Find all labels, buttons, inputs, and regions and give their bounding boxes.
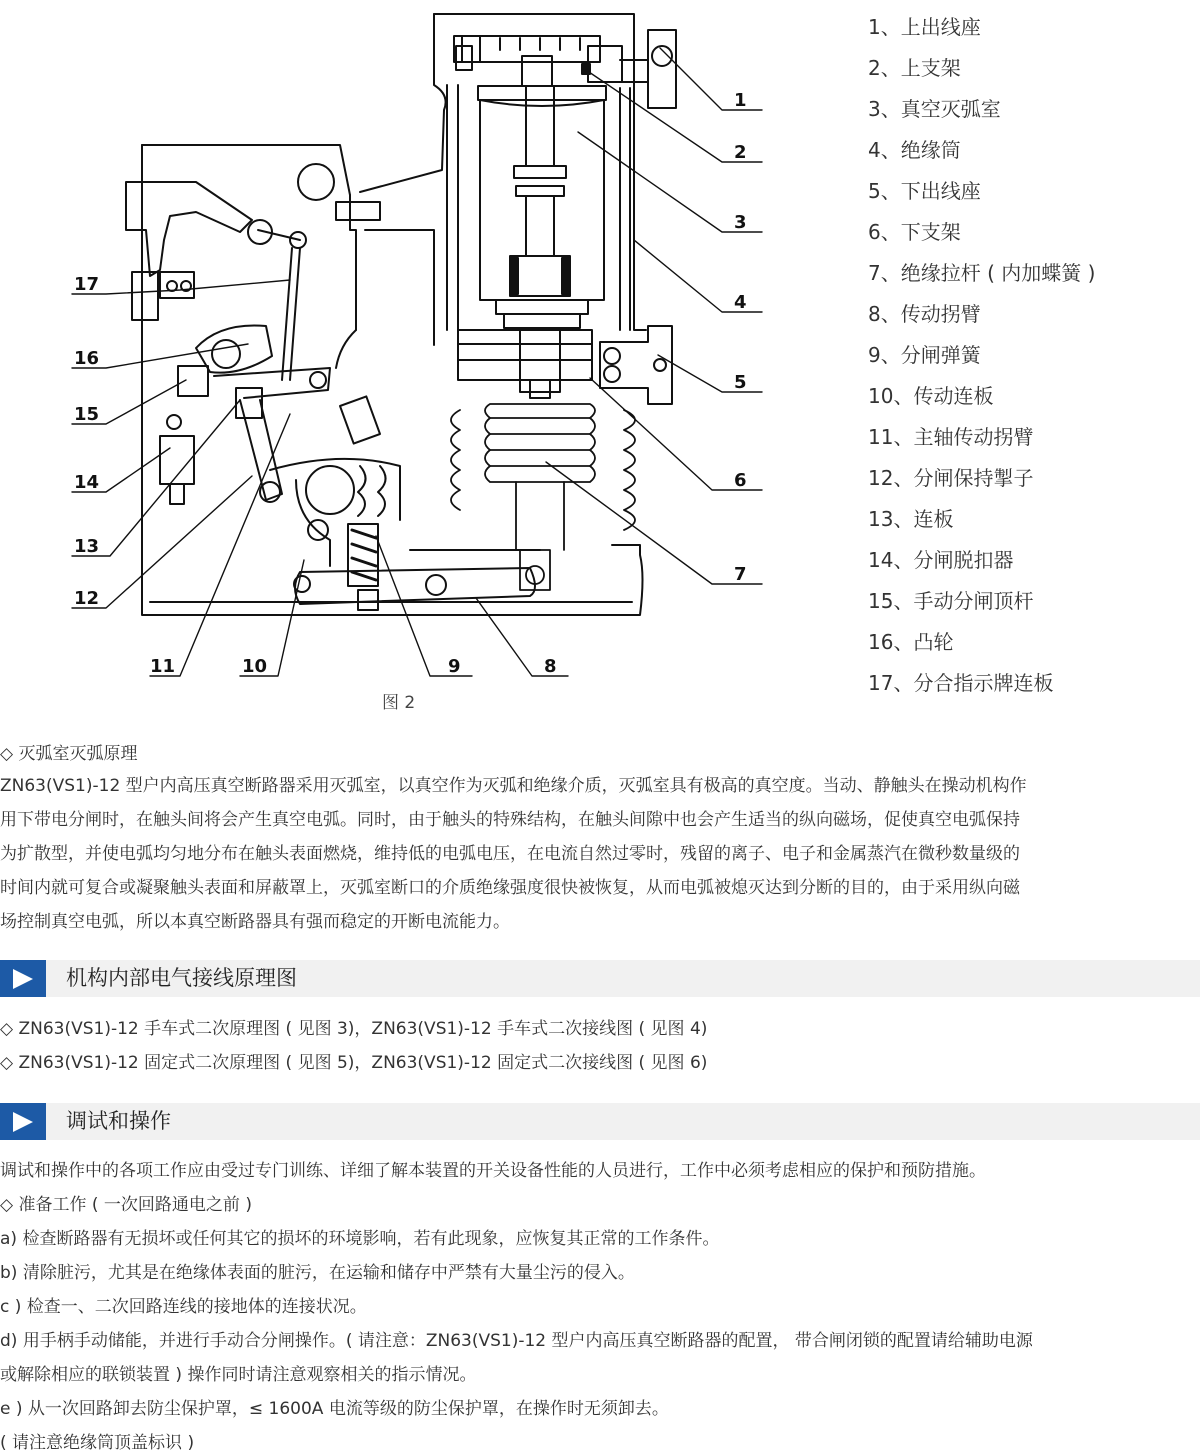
legend-item: 13、连板	[868, 507, 954, 531]
legend-item: 17、分合指示牌连板	[868, 671, 1054, 695]
parts-legend	[868, 12, 1095, 709]
play-arrow-icon	[0, 1103, 46, 1140]
legend-item: 3、真空灭弧室	[868, 97, 1001, 121]
debug-line: ( 请注意绝缘筒顶盖标识 )	[0, 1433, 195, 1453]
callout-6: 6	[734, 470, 747, 491]
legend-item: 1、上出线座	[868, 15, 981, 39]
legend-item: 7、绝缘拉杆 ( 内加蝶簧 )	[868, 261, 1096, 285]
circuit-breaker-diagram	[0, 0, 860, 700]
figure-caption: 图 2	[382, 693, 416, 713]
legend-item: 9、分闸弹簧	[868, 343, 981, 367]
debug-line: b) 清除脏污，尤其是在绝缘体表面的脏污，在运输和储存中严禁有大量尘污的侵入。	[0, 1263, 635, 1283]
debug-line: a) 检查断路器有无损坏或任何其它的损坏的环境影响，若有此现象，应恢复其正常的工作条件。	[0, 1229, 720, 1249]
paragraph-line: 用下带电分闸时，在触头间将会产生真空电弧。同时，由于触头的特殊结构，在触头间隙中也会产生适当的纵向磁场，促使真空电弧保持	[0, 810, 1020, 830]
paragraph-line: 时间内就可复合或凝聚触头表面和屏蔽罩上，灭弧室断口的介质绝缘强度很快被恢复，从而电弧被熄灭达到分断的目的，由于采用纵向磁	[0, 878, 1020, 898]
legend-item: 15、手动分闸顶杆	[868, 589, 1034, 613]
mechanism	[126, 164, 535, 610]
vacuum-interrupter	[478, 86, 606, 328]
legend-item: 6、下支架	[868, 220, 961, 244]
paragraph-line: 场控制真空电弧，所以本真空断路器具有强而稳定的开断电流能力。	[0, 912, 510, 932]
callout-1: 1	[734, 90, 747, 111]
section-header-wiring	[0, 960, 1200, 997]
callout-16: 16	[74, 348, 100, 369]
legend-item: 11、主轴传动拐臂	[868, 425, 1034, 449]
legend-item: 10、传动连板	[868, 384, 994, 408]
callout-2: 2	[734, 142, 747, 163]
callout-9: 9	[448, 656, 461, 677]
wiring-line: ◇ ZN63(VS1)-12 手车式二次原理图 ( 见图 3)，ZN63(VS1)-12 手车式二次接线图 ( 见图 4)	[0, 1019, 708, 1039]
callout-3: 3	[734, 212, 747, 233]
debug-line: d) 用手柄手动储能，并进行手动合分闸操作。( 请注意：ZN63(VS1)-12 型户内高压真空断路器的配置， 带合闸闭锁的配置请给辅助电源	[0, 1331, 1033, 1351]
wiring-line: ◇ ZN63(VS1)-12 固定式二次原理图 ( 见图 5)，ZN63(VS1)-12 固定式二次接线图 ( 见图 6)	[0, 1053, 708, 1073]
legend-item: 5、下出线座	[868, 179, 981, 203]
paragraph-line: ZN63(VS1)-12 型户内高压真空断路器采用灭弧室，以真空作为灭弧和绝缘介质，灭弧室具有极高的真空度。当动、静触头在操动机构作	[0, 776, 1027, 796]
callout-10: 10	[242, 656, 268, 677]
lower-terminal	[458, 326, 672, 404]
callout-5: 5	[734, 372, 747, 393]
paragraph-line: 为扩散型，并使电弧均匀地分布在触头表面燃烧，维持低的电弧电压，在电流自然过零时，残留的离子、电子和金属蒸汽在微秒数量级的	[0, 844, 1020, 864]
callout-14: 14	[74, 472, 100, 493]
legend-item: 4、绝缘筒	[868, 138, 961, 162]
callout-7: 7	[734, 564, 747, 585]
legend-item: 14、分闸脱扣器	[868, 548, 1014, 572]
callout-4: 4	[734, 292, 747, 313]
debug-line: 调试和操作中的各项工作应由受过专门训练、详细了解本装置的开关设备性能的人员进行，工作中必须考虑相应的保护和预防措施。	[0, 1161, 986, 1181]
play-arrow-icon	[0, 960, 46, 997]
debug-line: c ) 检查一、二次回路连线的接地体的连接状况。	[0, 1297, 367, 1317]
legend-item: 2、上支架	[868, 56, 961, 80]
arc-principle-heading: ◇ 灭弧室灭弧原理	[0, 744, 138, 764]
callout-15: 15	[74, 404, 100, 425]
callout-11: 11	[150, 656, 176, 677]
legend-item: 16、凸轮	[868, 630, 954, 654]
legend-item: 8、传动拐臂	[868, 302, 981, 326]
bellows	[451, 404, 635, 590]
callout-13: 13	[74, 536, 100, 557]
callout-12: 12	[74, 588, 100, 609]
section-header-debug	[0, 1103, 1200, 1140]
legend-item: 12、分闸保持掣子	[868, 466, 1034, 490]
arc-principle-text	[0, 769, 1200, 939]
debug-line: 或解除相应的联锁装置 ) 操作同时请注意观察相关的指示情况。	[0, 1365, 477, 1385]
section-title: 机构内部电气接线原理图	[66, 966, 297, 990]
leader-lines	[72, 48, 762, 676]
callout-17: 17	[74, 274, 100, 295]
callout-8: 8	[544, 656, 557, 677]
section-title: 调试和操作	[66, 1109, 171, 1133]
debug-line: ◇ 准备工作 ( 一次回路通电之前 )	[0, 1195, 252, 1215]
debug-line: e ) 从一次回路卸去防尘保护罩，≤ 1600A 电流等级的防尘保护罩，在操作时无须卸去。	[0, 1399, 669, 1419]
